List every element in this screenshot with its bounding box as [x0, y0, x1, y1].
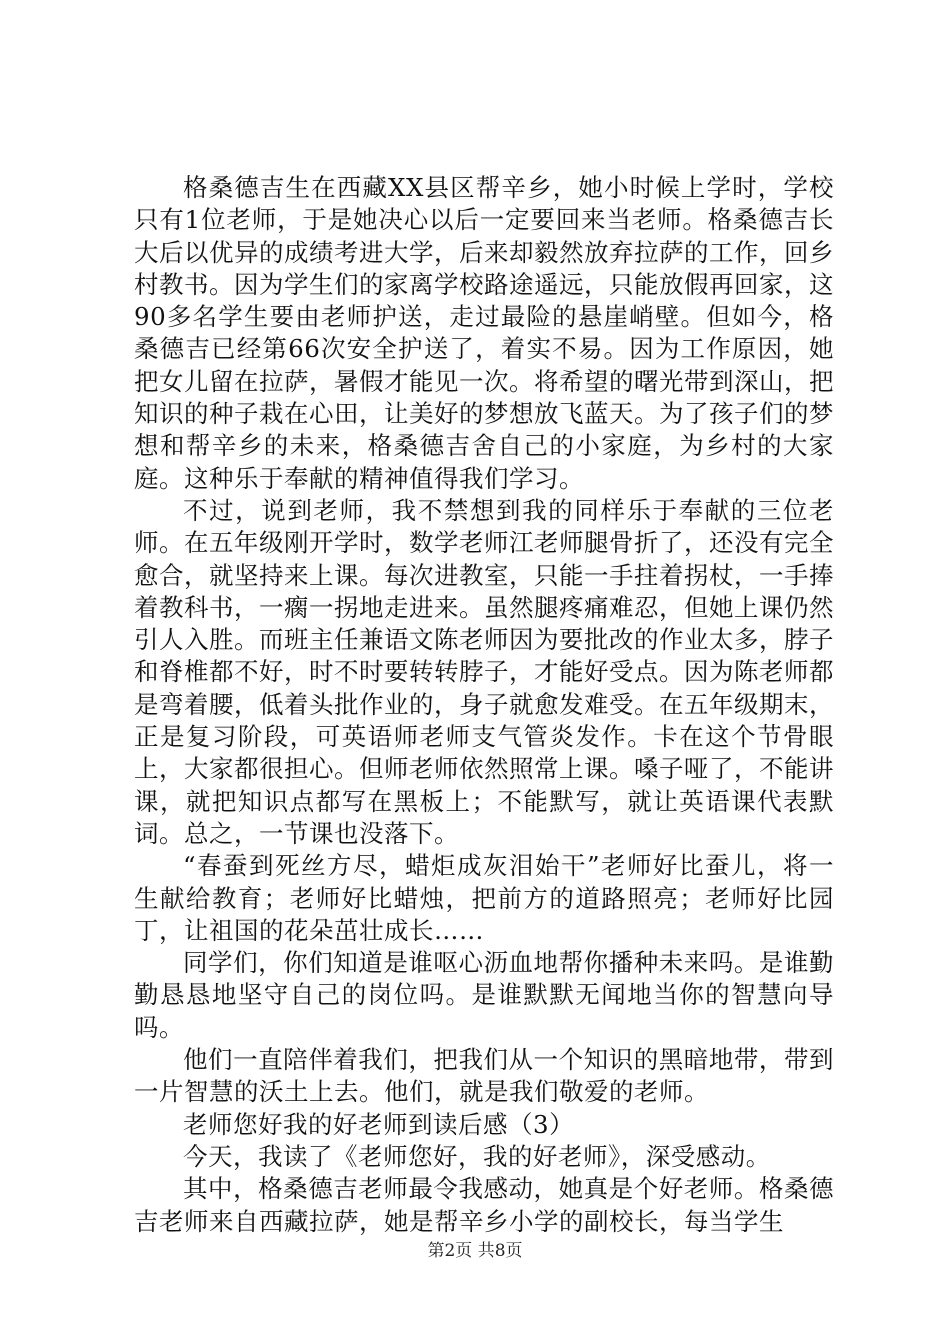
paragraph-3: “春蚕到死丝方尽，蜡炬成灰泪始干”老师好比蚕儿，将一生献给教育；老师好比蜡烛，把前方的道路照亮；老师好比园丁，让祖国的花朵茁壮成长…… [134, 851, 834, 945]
paragraph-7: 其中，格桑德吉老师最令我感动，她真是个好老师。格桑德吉老师来自西藏拉萨，她是帮辛乡小学的副校长，每当学生 [134, 1174, 834, 1236]
paragraph-4: 同学们，你们知道是谁呕心沥血地帮你播种未来吗。是谁勤勤恳恳地坚守自己的岗位吗。是谁默默无闻地当你的智慧向导吗。 [134, 948, 834, 1042]
section-heading: 老师您好我的好老师到读后感（3） [183, 1109, 575, 1139]
paragraph-5: 他们一直陪伴着我们，把我们从一个知识的黑暗地带，带到一片智慧的沃土上去。他们，就是我们敬爱的老师。 [134, 1045, 834, 1107]
paragraph-2: 不过，说到老师，我不禁想到我的同样乐于奉献的三位老师。在五年级刚开学时，数学老师江老师腿骨折了，还没有完全愈合，就坚持来上课。每次进教室，只能一手拄着拐杖，一手捧着教科书，一瘸一拐地走进来。虽然腿疼痛难忍，但她上课仍然引人入胜。而班主任兼语文陈老师因为要批改的作业太多，脖子和脊椎都不好，时不时要转转脖子，才能好受点。因为陈老师都是弯着腰，低着头批作业的，身子就愈发难受。在五年级期末，正是复习阶段，可英语师老师支气管炎发作。卡在这个节骨眼上，大家都很担心。但师老师依然照常上课。嗓子哑了，不能讲课，就把知识点都写在黑板上；不能默写，就让英语课代表默词。总之，一节课也没落下。 [134, 495, 834, 848]
paragraph-6: 今天，我读了《老师您好，我的好老师》，深受感动。 [183, 1141, 771, 1171]
document-body [134, 172, 834, 1238]
page-number-footer: 第2页 共8页 [427, 1241, 523, 1261]
paragraph-1: 格桑德吉生在西藏XX县区帮辛乡，她小时候上学时，学校只有1位老师，于是她决心以后一定要回来当老师。格桑德吉长大后以优异的成绩考进大学，后来却毅然放弃拉萨的工作，回乡村教书。因为学生们的家离学校路途遥远，只能放假再回家，这90多名学生要由老师护送，走过最险的悬崖峭壁。但如今，格桑德吉已经第66次安全护送了，着实不易。因为工作原因，她把女儿留在拉萨，暑假才能见一次。将希望的曙光带到深山，把知识的种子栽在心田，让美好的梦想放飞蓝天。为了孩子们的梦想和帮辛乡的未来，格桑德吉舍自己的小家庭，为乡村的大家庭。这种乐于奉献的精神值得我们学习。 [134, 173, 834, 493]
